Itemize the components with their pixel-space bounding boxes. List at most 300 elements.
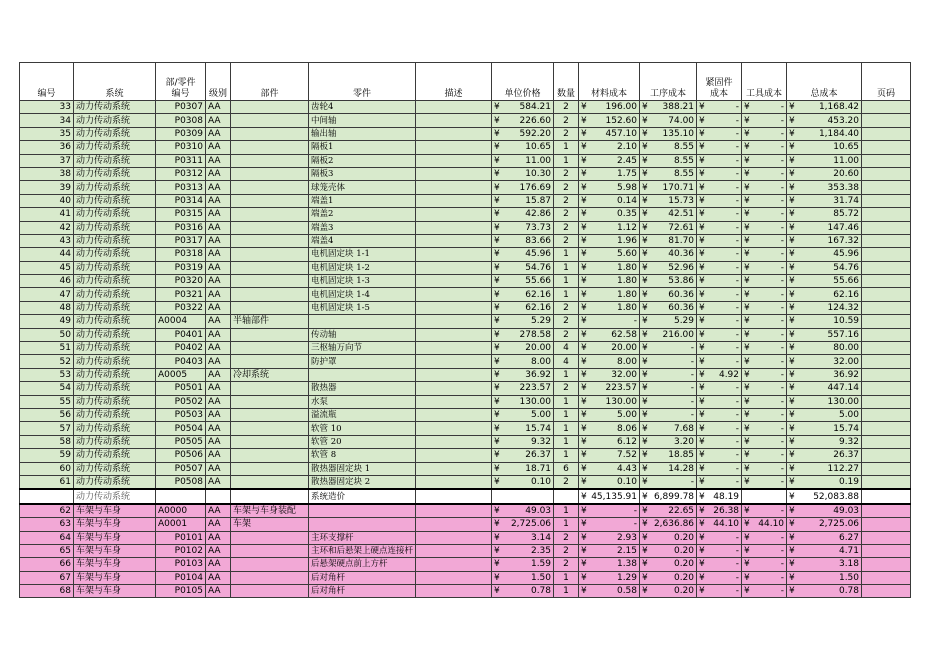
currency-symbol: ¥ xyxy=(494,343,500,354)
currency-symbol: ¥ xyxy=(581,169,587,180)
currency-symbol: ¥ xyxy=(642,519,648,530)
currency-symbol: ¥ xyxy=(744,450,750,461)
currency-symbol: ¥ xyxy=(699,343,705,354)
row-material xyxy=(579,422,640,435)
currency-symbol: ¥ xyxy=(642,262,648,273)
row-unit-price-value: 5.29 xyxy=(530,316,552,327)
row-number: 64 xyxy=(20,531,74,544)
row-unit-price xyxy=(492,127,554,140)
row-process-value: 7.68 xyxy=(673,423,695,434)
row-unit-price xyxy=(492,248,554,261)
row-material-value: 1.75 xyxy=(616,169,638,180)
row-number: 35 xyxy=(20,127,74,140)
row-part: 散热器固定块 2 xyxy=(309,475,416,489)
row-assembly xyxy=(231,221,309,234)
header-total: 总成本 xyxy=(787,63,862,101)
row-fastener-value: - xyxy=(735,532,740,543)
row-system: 动力传动系统 xyxy=(74,154,156,167)
row-assembly xyxy=(231,544,309,557)
header-fastener: 紧固件 成本 xyxy=(697,63,742,101)
currency-symbol: ¥ xyxy=(699,155,705,166)
row-fastener-value: - xyxy=(735,303,740,314)
row-system: 动力传动系统 xyxy=(74,127,156,140)
row-fastener-money xyxy=(699,275,739,287)
row-qty: 2 xyxy=(554,328,579,341)
row-material-money xyxy=(581,155,637,167)
row-total-value: 0.78 xyxy=(838,586,860,597)
row-tooling-value: - xyxy=(780,249,785,260)
currency-symbol: ¥ xyxy=(642,436,648,447)
row-unit-price xyxy=(492,531,554,544)
currency-symbol: ¥ xyxy=(581,356,587,367)
currency-symbol: ¥ xyxy=(494,195,500,206)
row-assembly xyxy=(231,114,309,127)
currency-symbol: ¥ xyxy=(744,572,750,583)
row-desc xyxy=(416,544,492,557)
row-unit-price xyxy=(492,275,554,288)
row-total-value: 54.76 xyxy=(833,262,860,273)
row-total-money xyxy=(789,101,859,113)
row-number: 59 xyxy=(20,449,74,462)
row-number: 62 xyxy=(20,504,74,518)
row-number: 34 xyxy=(20,114,74,127)
row-assembly xyxy=(231,342,309,355)
row-fastener-money xyxy=(699,302,739,314)
row-tooling-money xyxy=(744,168,784,180)
currency-symbol: ¥ xyxy=(744,142,750,153)
row-system: 动力传动系统 xyxy=(74,342,156,355)
row-material-value: 2.15 xyxy=(616,546,638,557)
row-fastener-value: - xyxy=(735,572,740,583)
currency-symbol: ¥ xyxy=(789,491,795,502)
row-fastener-money xyxy=(699,369,739,381)
row-unit-price-money xyxy=(494,409,551,421)
row-fastener-value: - xyxy=(735,423,740,434)
row-total-money xyxy=(789,302,859,314)
row-process-value: 53.86 xyxy=(668,276,695,287)
row-tooling-money xyxy=(744,572,784,584)
row-fastener xyxy=(697,395,742,408)
row-fastener xyxy=(697,382,742,395)
currency-symbol: ¥ xyxy=(642,169,648,180)
row-assembly: 冷却系统 xyxy=(231,368,309,381)
row-code: P0319 xyxy=(156,261,206,274)
row-process xyxy=(640,355,697,368)
row-level: AA xyxy=(206,462,231,475)
currency-symbol: ¥ xyxy=(744,505,750,516)
row-page xyxy=(862,518,911,531)
row-unit-price-money xyxy=(494,436,551,448)
row-fastener xyxy=(697,167,742,180)
currency-symbol: ¥ xyxy=(789,546,795,557)
row-system: 动力传动系统 xyxy=(74,288,156,301)
row-material-money xyxy=(581,329,637,341)
row-qty: 2 xyxy=(554,208,579,221)
row-number: 66 xyxy=(20,558,74,571)
row-system: 动力传动系统 xyxy=(74,141,156,154)
table-row xyxy=(20,234,911,247)
row-unit-price-value: 2.35 xyxy=(530,546,552,557)
row-process-money xyxy=(642,396,694,408)
currency-symbol: ¥ xyxy=(581,102,587,113)
table-row xyxy=(20,101,911,114)
currency-symbol: ¥ xyxy=(789,195,795,206)
currency-symbol: ¥ xyxy=(581,209,587,220)
row-fastener-money xyxy=(699,409,739,421)
row-fastener-money xyxy=(699,195,739,207)
row-fastener-money xyxy=(699,289,739,301)
row-unit-price-value: 2,725.06 xyxy=(510,519,552,530)
row-fastener-money xyxy=(699,115,739,127)
row-system: 动力传动系统 xyxy=(74,368,156,381)
row-process-value: 5.29 xyxy=(673,316,695,327)
currency-symbol: ¥ xyxy=(699,209,705,220)
row-tooling xyxy=(742,531,787,544)
row-assembly xyxy=(231,127,309,140)
row-desc xyxy=(416,422,492,435)
row-unit-price xyxy=(492,114,554,127)
row-process xyxy=(640,395,697,408)
row-code: P0502 xyxy=(156,395,206,408)
row-tooling xyxy=(742,101,787,114)
currency-symbol: ¥ xyxy=(642,491,648,502)
row-total xyxy=(787,504,862,518)
row-tooling-money xyxy=(744,558,784,570)
row-fastener-value: - xyxy=(735,586,740,597)
subtotal-total-money xyxy=(789,491,859,503)
row-unit-price-money xyxy=(494,182,551,194)
row-total-money xyxy=(789,558,859,570)
row-material-money xyxy=(581,476,637,488)
row-total-money xyxy=(789,423,859,435)
row-part: 端盖3 xyxy=(309,221,416,234)
currency-symbol: ¥ xyxy=(581,450,587,461)
row-total xyxy=(787,408,862,421)
row-process-value: 0.20 xyxy=(673,559,695,570)
row-material xyxy=(579,435,640,448)
currency-symbol: ¥ xyxy=(642,128,648,139)
row-fastener-value: - xyxy=(735,155,740,166)
row-process-money xyxy=(642,409,694,421)
currency-symbol: ¥ xyxy=(699,222,705,233)
row-assembly xyxy=(231,355,309,368)
currency-symbol: ¥ xyxy=(494,572,500,583)
row-material xyxy=(579,301,640,314)
row-total xyxy=(787,101,862,114)
row-material-money xyxy=(581,248,637,260)
row-system: 动力传动系统 xyxy=(74,422,156,435)
row-material-money xyxy=(581,369,637,381)
row-fastener-value: - xyxy=(735,182,740,193)
currency-symbol: ¥ xyxy=(789,559,795,570)
row-tooling xyxy=(742,261,787,274)
subtotal-process xyxy=(640,489,697,503)
row-process xyxy=(640,301,697,314)
row-process xyxy=(640,435,697,448)
currency-symbol: ¥ xyxy=(744,477,750,488)
row-unit-price-value: 3.14 xyxy=(530,532,552,543)
currency-symbol: ¥ xyxy=(581,559,587,570)
table-row xyxy=(20,518,911,531)
row-page xyxy=(862,101,911,114)
row-qty: 4 xyxy=(554,342,579,355)
row-code: P0503 xyxy=(156,408,206,421)
row-process-value: - xyxy=(690,396,695,407)
table-row xyxy=(20,531,911,544)
currency-symbol: ¥ xyxy=(494,559,500,570)
row-fastener-money xyxy=(699,315,739,327)
row-material xyxy=(579,475,640,489)
row-process xyxy=(640,368,697,381)
row-page xyxy=(862,208,911,221)
row-material-money xyxy=(581,558,637,570)
row-fastener-money xyxy=(699,572,739,584)
currency-symbol: ¥ xyxy=(581,236,587,247)
row-material-value: 2.10 xyxy=(616,142,638,153)
currency-symbol: ¥ xyxy=(581,532,587,543)
currency-symbol: ¥ xyxy=(494,209,500,220)
currency-symbol: ¥ xyxy=(581,505,587,516)
row-material-value: 1.12 xyxy=(616,222,638,233)
row-process-money xyxy=(642,248,694,260)
currency-symbol: ¥ xyxy=(581,546,587,557)
row-process xyxy=(640,208,697,221)
header-no: 编号 xyxy=(20,63,74,101)
row-unit-price-money xyxy=(494,423,551,435)
row-code: P0401 xyxy=(156,328,206,341)
row-qty: 2 xyxy=(554,221,579,234)
table-row xyxy=(20,449,911,462)
row-tooling-money xyxy=(744,449,784,461)
row-process-value: 60.36 xyxy=(668,303,695,314)
currency-symbol: ¥ xyxy=(642,586,648,597)
row-unit-price xyxy=(492,288,554,301)
row-qty: 1 xyxy=(554,518,579,531)
row-system: 动力传动系统 xyxy=(74,395,156,408)
row-page xyxy=(862,288,911,301)
currency-symbol: ¥ xyxy=(581,128,587,139)
row-assembly: 车架与车身装配 xyxy=(231,504,309,518)
row-assembly xyxy=(231,301,309,314)
row-page xyxy=(862,544,911,557)
subtotal-process-value: 6,899.78 xyxy=(653,491,695,502)
row-total-money xyxy=(789,141,859,153)
row-page xyxy=(862,167,911,180)
currency-symbol: ¥ xyxy=(699,546,705,557)
row-number: 38 xyxy=(20,167,74,180)
row-total-money xyxy=(789,315,859,327)
row-tooling-money xyxy=(744,101,784,113)
row-total-value: 353.38 xyxy=(827,182,860,193)
row-fastener-money xyxy=(699,449,739,461)
row-process-money xyxy=(642,436,694,448)
row-process-value: 81.70 xyxy=(668,236,695,247)
table-row xyxy=(20,221,911,234)
currency-symbol: ¥ xyxy=(494,423,500,434)
row-level: AA xyxy=(206,275,231,288)
row-part: 球笼壳体 xyxy=(309,181,416,194)
row-material-money xyxy=(581,572,637,584)
row-total-value: 15.74 xyxy=(833,423,860,434)
row-unit-price xyxy=(492,141,554,154)
row-page xyxy=(862,301,911,314)
row-fastener xyxy=(697,585,742,598)
row-qty: 1 xyxy=(554,395,579,408)
table-row xyxy=(20,167,911,180)
row-unit-price-value: 18.71 xyxy=(525,463,552,474)
row-desc xyxy=(416,221,492,234)
row-part xyxy=(309,518,416,531)
currency-symbol: ¥ xyxy=(789,316,795,327)
row-tooling xyxy=(742,208,787,221)
row-unit-price xyxy=(492,328,554,341)
table-row xyxy=(20,141,911,154)
row-tooling-money xyxy=(744,248,784,260)
row-process-money xyxy=(642,342,694,354)
row-qty: 1 xyxy=(554,141,579,154)
row-total xyxy=(787,328,862,341)
row-tooling xyxy=(742,154,787,167)
row-desc xyxy=(416,504,492,518)
currency-symbol: ¥ xyxy=(699,289,705,300)
row-page xyxy=(862,328,911,341)
row-desc xyxy=(416,382,492,395)
row-level: AA xyxy=(206,248,231,261)
row-qty: 1 xyxy=(554,449,579,462)
row-total-money xyxy=(789,155,859,167)
row-process-money xyxy=(642,532,694,544)
row-material-value: 5.60 xyxy=(616,249,638,260)
currency-symbol: ¥ xyxy=(744,169,750,180)
row-code: P0321 xyxy=(156,288,206,301)
row-desc xyxy=(416,342,492,355)
currency-symbol: ¥ xyxy=(494,329,500,340)
row-number: 42 xyxy=(20,221,74,234)
currency-symbol: ¥ xyxy=(581,222,587,233)
row-assembly xyxy=(231,585,309,598)
row-unit-price-money xyxy=(494,329,551,341)
row-unit-price-value: 55.66 xyxy=(525,276,552,287)
row-unit-price xyxy=(492,342,554,355)
table-row xyxy=(20,462,911,475)
row-code: P0315 xyxy=(156,208,206,221)
row-process-value: 15.73 xyxy=(668,195,695,206)
currency-symbol: ¥ xyxy=(642,532,648,543)
row-material-value: 130.00 xyxy=(605,396,638,407)
header-code: 部/零件 编号 xyxy=(156,63,206,101)
row-page xyxy=(862,395,911,408)
row-fastener-value: - xyxy=(735,477,740,488)
currency-symbol: ¥ xyxy=(744,115,750,126)
row-qty: 1 xyxy=(554,248,579,261)
row-process-money xyxy=(642,463,694,475)
row-material-money xyxy=(581,101,637,113)
row-material-money xyxy=(581,128,637,140)
row-unit-price-value: 8.00 xyxy=(530,356,552,367)
row-assembly xyxy=(231,141,309,154)
row-qty: 2 xyxy=(554,475,579,489)
currency-symbol: ¥ xyxy=(494,410,500,421)
row-unit-price xyxy=(492,422,554,435)
row-total xyxy=(787,275,862,288)
row-process-value: 42.51 xyxy=(668,209,695,220)
currency-symbol: ¥ xyxy=(581,182,587,193)
currency-symbol: ¥ xyxy=(699,276,705,287)
row-unit-price-money xyxy=(494,248,551,260)
row-material xyxy=(579,531,640,544)
currency-symbol: ¥ xyxy=(699,370,705,380)
row-system: 车架与车身 xyxy=(74,585,156,598)
row-process-value: 52.96 xyxy=(668,262,695,273)
row-level: AA xyxy=(206,382,231,395)
row-part: 电机固定块 1-3 xyxy=(309,275,416,288)
row-fastener xyxy=(697,544,742,557)
subtotal-total-value: 52,083.88 xyxy=(813,491,860,502)
currency-symbol: ¥ xyxy=(744,370,750,380)
currency-symbol: ¥ xyxy=(642,289,648,300)
row-tooling xyxy=(742,234,787,247)
row-unit-price-value: 0.10 xyxy=(530,477,552,488)
row-material xyxy=(579,248,640,261)
row-number: 39 xyxy=(20,181,74,194)
row-total-value: 10.59 xyxy=(833,316,860,327)
currency-symbol: ¥ xyxy=(581,383,587,394)
currency-symbol: ¥ xyxy=(744,383,750,394)
currency-symbol: ¥ xyxy=(789,303,795,314)
row-total xyxy=(787,167,862,180)
row-tooling-value: - xyxy=(780,450,785,461)
row-material xyxy=(579,275,640,288)
currency-symbol: ¥ xyxy=(744,303,750,314)
subtotal-blank xyxy=(492,489,554,503)
row-total-value: 10.65 xyxy=(833,142,860,153)
row-total xyxy=(787,571,862,584)
row-unit-price-value: 584.21 xyxy=(519,102,552,113)
row-unit-price-value: 11.00 xyxy=(525,155,552,166)
table-row xyxy=(20,558,911,571)
table-row xyxy=(20,275,911,288)
row-number: 44 xyxy=(20,248,74,261)
currency-symbol: ¥ xyxy=(494,356,500,367)
row-number: 67 xyxy=(20,571,74,584)
row-desc xyxy=(416,435,492,448)
currency-symbol: ¥ xyxy=(581,155,587,166)
currency-symbol: ¥ xyxy=(744,128,750,139)
currency-symbol: ¥ xyxy=(789,289,795,300)
row-unit-price xyxy=(492,234,554,247)
currency-symbol: ¥ xyxy=(642,450,648,461)
row-page xyxy=(862,342,911,355)
currency-symbol: ¥ xyxy=(789,236,795,247)
currency-symbol: ¥ xyxy=(699,410,705,421)
row-total xyxy=(787,315,862,328)
row-system: 车架与车身 xyxy=(74,518,156,531)
currency-symbol: ¥ xyxy=(744,546,750,557)
currency-symbol: ¥ xyxy=(494,436,500,447)
row-process-value: 0.20 xyxy=(673,586,695,597)
row-unit-price-money xyxy=(494,382,551,394)
row-level: AA xyxy=(206,585,231,598)
row-system: 动力传动系统 xyxy=(74,315,156,328)
row-page xyxy=(862,408,911,421)
row-number: 56 xyxy=(20,408,74,421)
row-unit-price-value: 62.16 xyxy=(525,303,552,314)
row-fastener xyxy=(697,475,742,489)
row-process-money xyxy=(642,222,694,234)
row-unit-price-money xyxy=(494,369,551,381)
row-process-money xyxy=(642,545,694,557)
row-fastener-money xyxy=(699,262,739,274)
